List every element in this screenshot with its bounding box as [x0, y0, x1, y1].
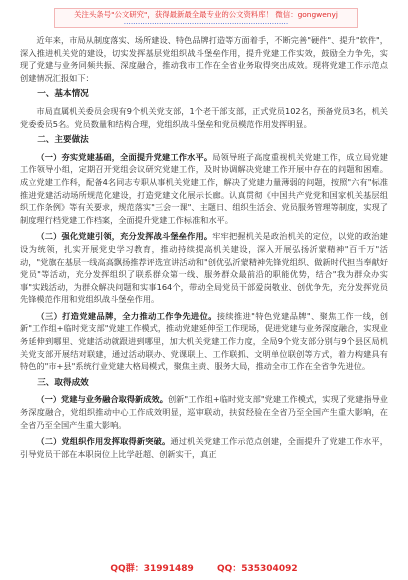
practice-item-2-lead: （二）强化党建引领，充分发挥战斗堡垒作用。 — [36, 231, 213, 242]
practice-item-1-body: 局领导班子高度重视机关党建工作，成立局党建工作领导小组，定期召开党组会议研究党建工作，及时协调解决党建工作开展中存在的问题和困难。成立党建工作科，配备4名同志专职从事机关党建工作，解决了党建力量薄弱的问题，按照"六有"标准推进党建活动场所规范化建设，打造党建文化展示长廊。认真贯彻《中国共产党党和国家机关基层组织工作条例》等有关要求，规范落实"三会一课"、主题日、组织生活会、党员服务管理等制度，实现了制度理行档党建工作档案，全面提升党建工作标准和水平。 — [20, 151, 388, 225]
section-heading-practice: 二、主要做法 — [37, 135, 89, 146]
result-item-2-lead: （二）党组织作用发挥取得新突破。 — [36, 436, 171, 447]
section-basic-body: 市局直属机关委员会现有9个机关党支部，1个老干部支部，正式党员102名，预备党员3名，机关党委委员5名。党员数量和结构合理，党组织战斗堡垒和党员模范作用发挥明显。 — [20, 105, 388, 129]
practice-item-3-body: 接续推进"特色党建品牌"、聚焦工作一线，创新"工作组+临时党支部"党建工作模式，推动党建延伸至工作现场，促进党建与业务深度融合，实现业务延伸到哪里、党建活动就跟进到哪里，加大机关党建工作力度，全局9个党支部分别与9个县区局机关党支部开展结对联建，通过活动联办、党课联上、工作联抓、文明单位联创等方式，着力构建具有特色的"市+县"系统行业党建大格局模式，聚焦主责、服务大局，推动全市工作在全省争先进位。 — [20, 310, 388, 372]
practice-item-1-lead: （一）夯实党建基础，全面提升党建工作水平。 — [36, 151, 213, 162]
practice-item-3-lead: （三）打造党建品牌，全力推动工作争先进位。 — [36, 310, 217, 321]
result-item-2 — [20, 435, 388, 460]
qq-group-label: QQ群：31991489 — [110, 564, 194, 574]
result-item-1-body: 创新"工作组+临时党支部"党建工作模式，实现了党建指导业务深度融合，党组织推动中心工作成效明显，巡审联动，扶贫经验在全省乃至全国产生重大影响，在全省乃至全国产生重大影响。 — [20, 394, 388, 430]
practice-item-3 — [20, 310, 388, 373]
section-heading-basic: 一、基本情况 — [37, 89, 89, 100]
qq-contact-label: QQ：535304092 — [216, 564, 298, 574]
practice-item-2 — [20, 230, 388, 306]
result-item-2-body: 通过机关党建工作示范点创建，全面提升了党建工作水平，引导党员干部在本职岗位上比学赶超、创新实干，真正 — [20, 436, 388, 459]
contact-footer — [0, 561, 408, 574]
document-page — [20, 34, 388, 554]
promo-banner-dots: ······································································ — [123, 19, 289, 28]
section-heading-results: 三、取得成效 — [37, 377, 89, 388]
practice-item-1 — [20, 151, 388, 227]
result-item-1 — [20, 393, 388, 431]
promo-banner-text: 关注头条号"公文研究"，获得最新最全最专业的公文资料库！ 微信：gongwenyj — [74, 10, 338, 19]
practice-item-2-body: 牢牢把握机关是政治机关的定位，以党的政治建设为统领，扎实开展党史学习教育，推动持续提高机关建设，深入开展弘扬沂蒙精神"百千万"活动，"党旗在基层一线高高飘扬推荐评选宣讲活动和"创优弘沂蒙精神先锋党组织、做新时代担当奉献好党员"等活动，充分发挥组织了联系群众第一线、服务群众最前沿的职能优势，结合"我为群众办实事"实践活动，为群众解决问题和实事164个，带动全局党员干部爱岗敬业、创优争先，充分发挥党员先锋模范作用和党组织战斗堡垒作用。 — [20, 231, 388, 305]
promo-banner — [54, 8, 358, 28]
result-item-1-lead: （一）党建与业务融合取得新成效。 — [36, 394, 168, 405]
intro-paragraph: 近年来，市局从制度落实、场所建设、特色品牌打造等方面着手，不断完善"硬件"、提升"软件"，深入推进机关党的建设，切实发挥基层党组织战斗堡垒作用，提升党建工作实效，鼓励全力争先，实现了党建与业务同频共振、深度融合，推动我市工作在全省业务取得突出成效。现将党建工作示范点创建情况汇报如下： — [20, 35, 388, 83]
